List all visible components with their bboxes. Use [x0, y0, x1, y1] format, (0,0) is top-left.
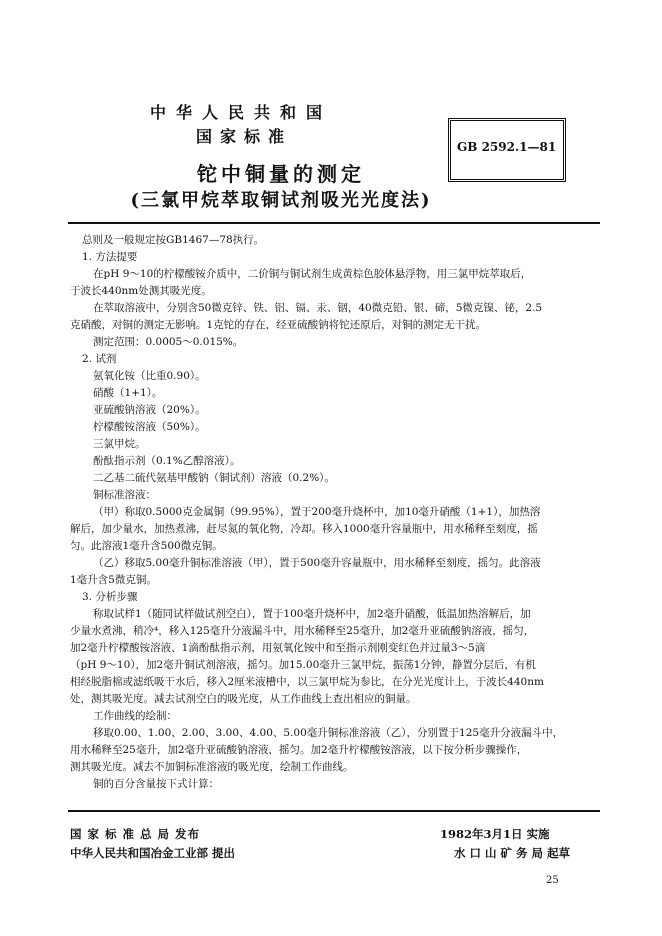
header-standard-type: 国家标准	[196, 127, 293, 146]
paragraph: 在pH 9～10的柠檬酸铵介质中，二价铜与铜试剂生成黄棕色胶体悬浮物，用三氯甲烷萃取后，	[93, 268, 532, 280]
footer-date: 1982年3月1日 实施	[440, 827, 550, 841]
paragraph: 铜的百分含量按下式计算：	[93, 778, 219, 790]
paragraph: （甲）称取0.5000克金属铜（99.95%），置于200毫升烧杯中，加10毫升硝酸（1+1），加热溶	[93, 506, 541, 518]
paragraph: 移取0.00、1.00、2.00、3.00、4.00、5.00毫升铜标准溶液（乙），分别置于125毫升分液漏斗中，	[93, 727, 564, 739]
top-rule	[68, 222, 600, 224]
paragraph: 1毫升含5微克铜。	[70, 574, 157, 586]
paragraph: 处，测其吸光度。减去试剂空白的吸光度，从工作曲线上查出相应的铜量。	[70, 693, 417, 705]
paragraph: （pH 9～10），加2毫升铜试剂溶液，摇匀。加15.00毫升三氯甲烷，振荡1分钟，静置分层后，有机	[70, 659, 536, 671]
page-number: 25	[546, 875, 559, 886]
document-subtitle: (三氯甲烷萃取铜试剂吸光光度法)	[130, 190, 432, 211]
reagent-item: 二乙基二硫代氨基甲酸钠（铜试剂）溶液（0.2%）。	[93, 472, 335, 484]
section-heading: 3. 分析步骤	[82, 591, 138, 603]
paragraph: 测定范围：0.0005～0.015%。	[93, 336, 244, 348]
reagent-item: 铜标准溶液：	[93, 489, 156, 501]
paragraph: 加2毫升柠檬酸铵溶液、1滴酚酞指示剂，用氨氧化铵中和至指示剂刚变红色并过量3～5滴	[70, 642, 486, 654]
paragraph: 总则及一般规定按GB1467—78执行。	[82, 234, 265, 246]
reagent-item: 氨氧化铵（比重0.90）。	[93, 370, 206, 382]
reagent-item: 柠檬酸铵溶液（50%）。	[93, 421, 206, 433]
paragraph: 解后，加少量水，加热煮沸，赶尽氮的氧化物，冷却。移入1000毫升容量瓶中，用水稀释至刻度，摇	[70, 523, 538, 535]
footer-issuer: 国 家 标 准 总 局 发布	[70, 827, 201, 841]
paragraph: 于波长440nm处测其吸光度。	[70, 285, 212, 297]
paragraph: 用水稀释至25毫升，加2毫升亚硫酸钠溶液，摇匀。加2毫升柠檬酸铵溶液，以下按分析步骤操作，	[70, 744, 528, 756]
paragraph: 测其吸光度。减去不加铜标准溶液的吸光度，绘制工作曲线。	[70, 761, 354, 773]
document-title: 铊中铜量的测定	[197, 162, 365, 186]
section-heading: 2. 试剂	[82, 353, 117, 365]
paragraph: 在萃取溶液中，分别含50微克锌、铁、铝、镉、汞、铟，40微克铅、银、碲，5微克镍、铋，2.5	[93, 302, 543, 314]
bottom-rule	[68, 810, 600, 812]
paragraph: 少量水煮沸，稍冷⁴，移入125毫升分液漏斗中，用水稀释至25毫升，加2毫升亚硫酸钠溶液，摇匀，	[70, 625, 535, 637]
reagent-item: 三氯甲烷。	[93, 438, 146, 450]
paragraph: 工作曲线的绘制：	[93, 710, 177, 722]
paragraph: （乙）移取5.00毫升铜标准溶液（甲），置于500毫升容量瓶中，用水稀释至刻度，摇匀。此溶液	[93, 557, 541, 569]
paragraph: 相经脱脂棉或滤纸吸干水后，移入2厘米液槽中，以三氯甲烷为参比，在分光光度计上，于波长440nm	[70, 676, 544, 688]
reagent-item: 硝酸（1+1）。	[93, 387, 163, 399]
reagent-item: 酚酞指示剂（0.1%乙醇溶液）。	[93, 455, 241, 467]
paragraph: 匀。此溶液1毫升含500微克铜。	[70, 540, 223, 552]
section-heading: 1. 方法提要	[82, 251, 138, 263]
paragraph: 克硝酸，对铜的测定无影响。1克铊的存在，经亚硫酸钠将铊还原后，对铜的测定无干扰。	[70, 319, 487, 331]
reagent-item: 亚硫酸钠溶液（20%）。	[93, 404, 206, 416]
footer-drafter: 水 口 山 矿 务 局 起草	[454, 846, 571, 860]
paragraph: 称取试样1（随同试样做试剂空白），置于100毫升烧杯中，加2毫升硝酸，低温加热溶解后，加	[93, 608, 531, 620]
header-country: 中华人民共和国	[150, 103, 333, 122]
footer-proposer: 中华人民共和国冶金工业部 提出	[70, 846, 236, 860]
standard-code: GB 2592.1—81	[457, 140, 557, 154]
